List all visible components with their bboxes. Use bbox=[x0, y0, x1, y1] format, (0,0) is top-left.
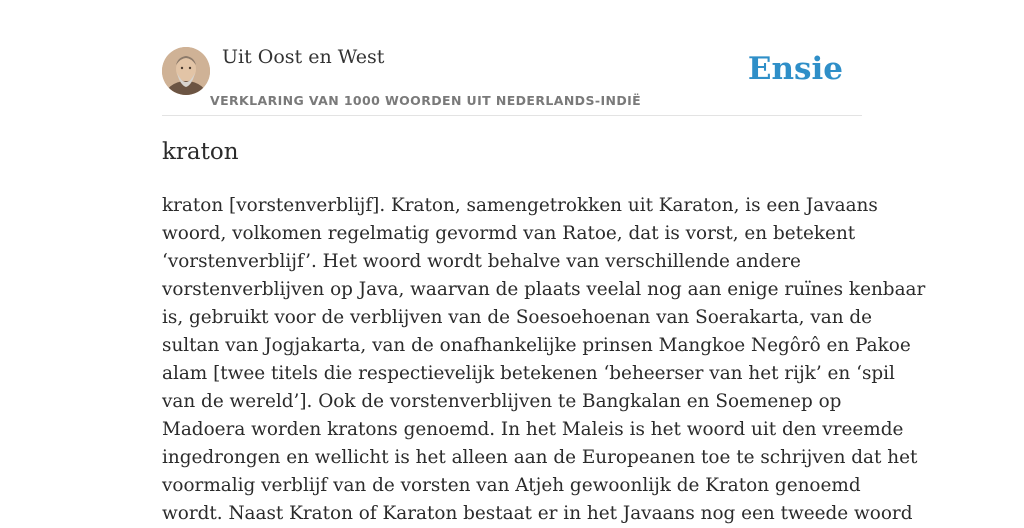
definition-line: ingedrongen en wellicht is het alleen aan de Europeanen toe te schrijven dat het bbox=[162, 447, 918, 468]
definition-line: vorstenverblijven op Java, waarvan de plaats veelal nog aan enige ruïnes kenbaar bbox=[162, 279, 926, 300]
source-subtitle: VERKLARING VAN 1000 WOORDEN UIT NEDERLANDS-INDIË bbox=[210, 93, 642, 108]
ensie-logo[interactable]: Ensie bbox=[747, 51, 843, 87]
definition-line: ‘vorstenverblijf’. Het woord wordt behalve van verschillende andere bbox=[162, 251, 801, 272]
entry-definition bbox=[162, 192, 926, 528]
definition-line: Madoera worden kratons genoemd. In het Maleis is het woord uit den vreemde bbox=[162, 419, 904, 440]
definition-line: voormalig verblijf van de vorsten van Atjeh gewoonlijk de Kraton genoemd bbox=[162, 475, 861, 496]
definition-line: wordt. Naast Kraton of Karaton bestaat er in het Javaans nog een tweede woord bbox=[162, 503, 913, 524]
avatar-portrait-graphic bbox=[162, 47, 210, 95]
definition-line: kraton [vorstenverblijf]. Kraton, samengetrokken uit Karaton, is een Javaans bbox=[162, 195, 878, 216]
source-title[interactable]: Uit Oost en West bbox=[222, 46, 385, 68]
definition-line: alam [twee titels die respectievelijk betekenen ‘beheerser van het rijk’ en ‘spil bbox=[162, 363, 895, 384]
definition-line: sultan van Jogjakarta, van de onafhankelijke prinsen Mangkoe Negôrô en Pakoe bbox=[162, 335, 911, 356]
header-divider bbox=[162, 115, 862, 116]
definition-line: woord, volkomen regelmatig gevormd van Ratoe, dat is vorst, en betekent bbox=[162, 223, 856, 244]
definition-line: van de wereld’]. Ook de vorstenverblijven te Bangkalan en Soemenep op bbox=[162, 391, 842, 412]
definition-line: is, gebruikt voor de verblijven van de Soesoehoenan van Soerakarta, van de bbox=[162, 307, 873, 328]
entry-headword: kraton bbox=[162, 139, 239, 165]
portrait-avatar-icon[interactable] bbox=[162, 47, 210, 95]
